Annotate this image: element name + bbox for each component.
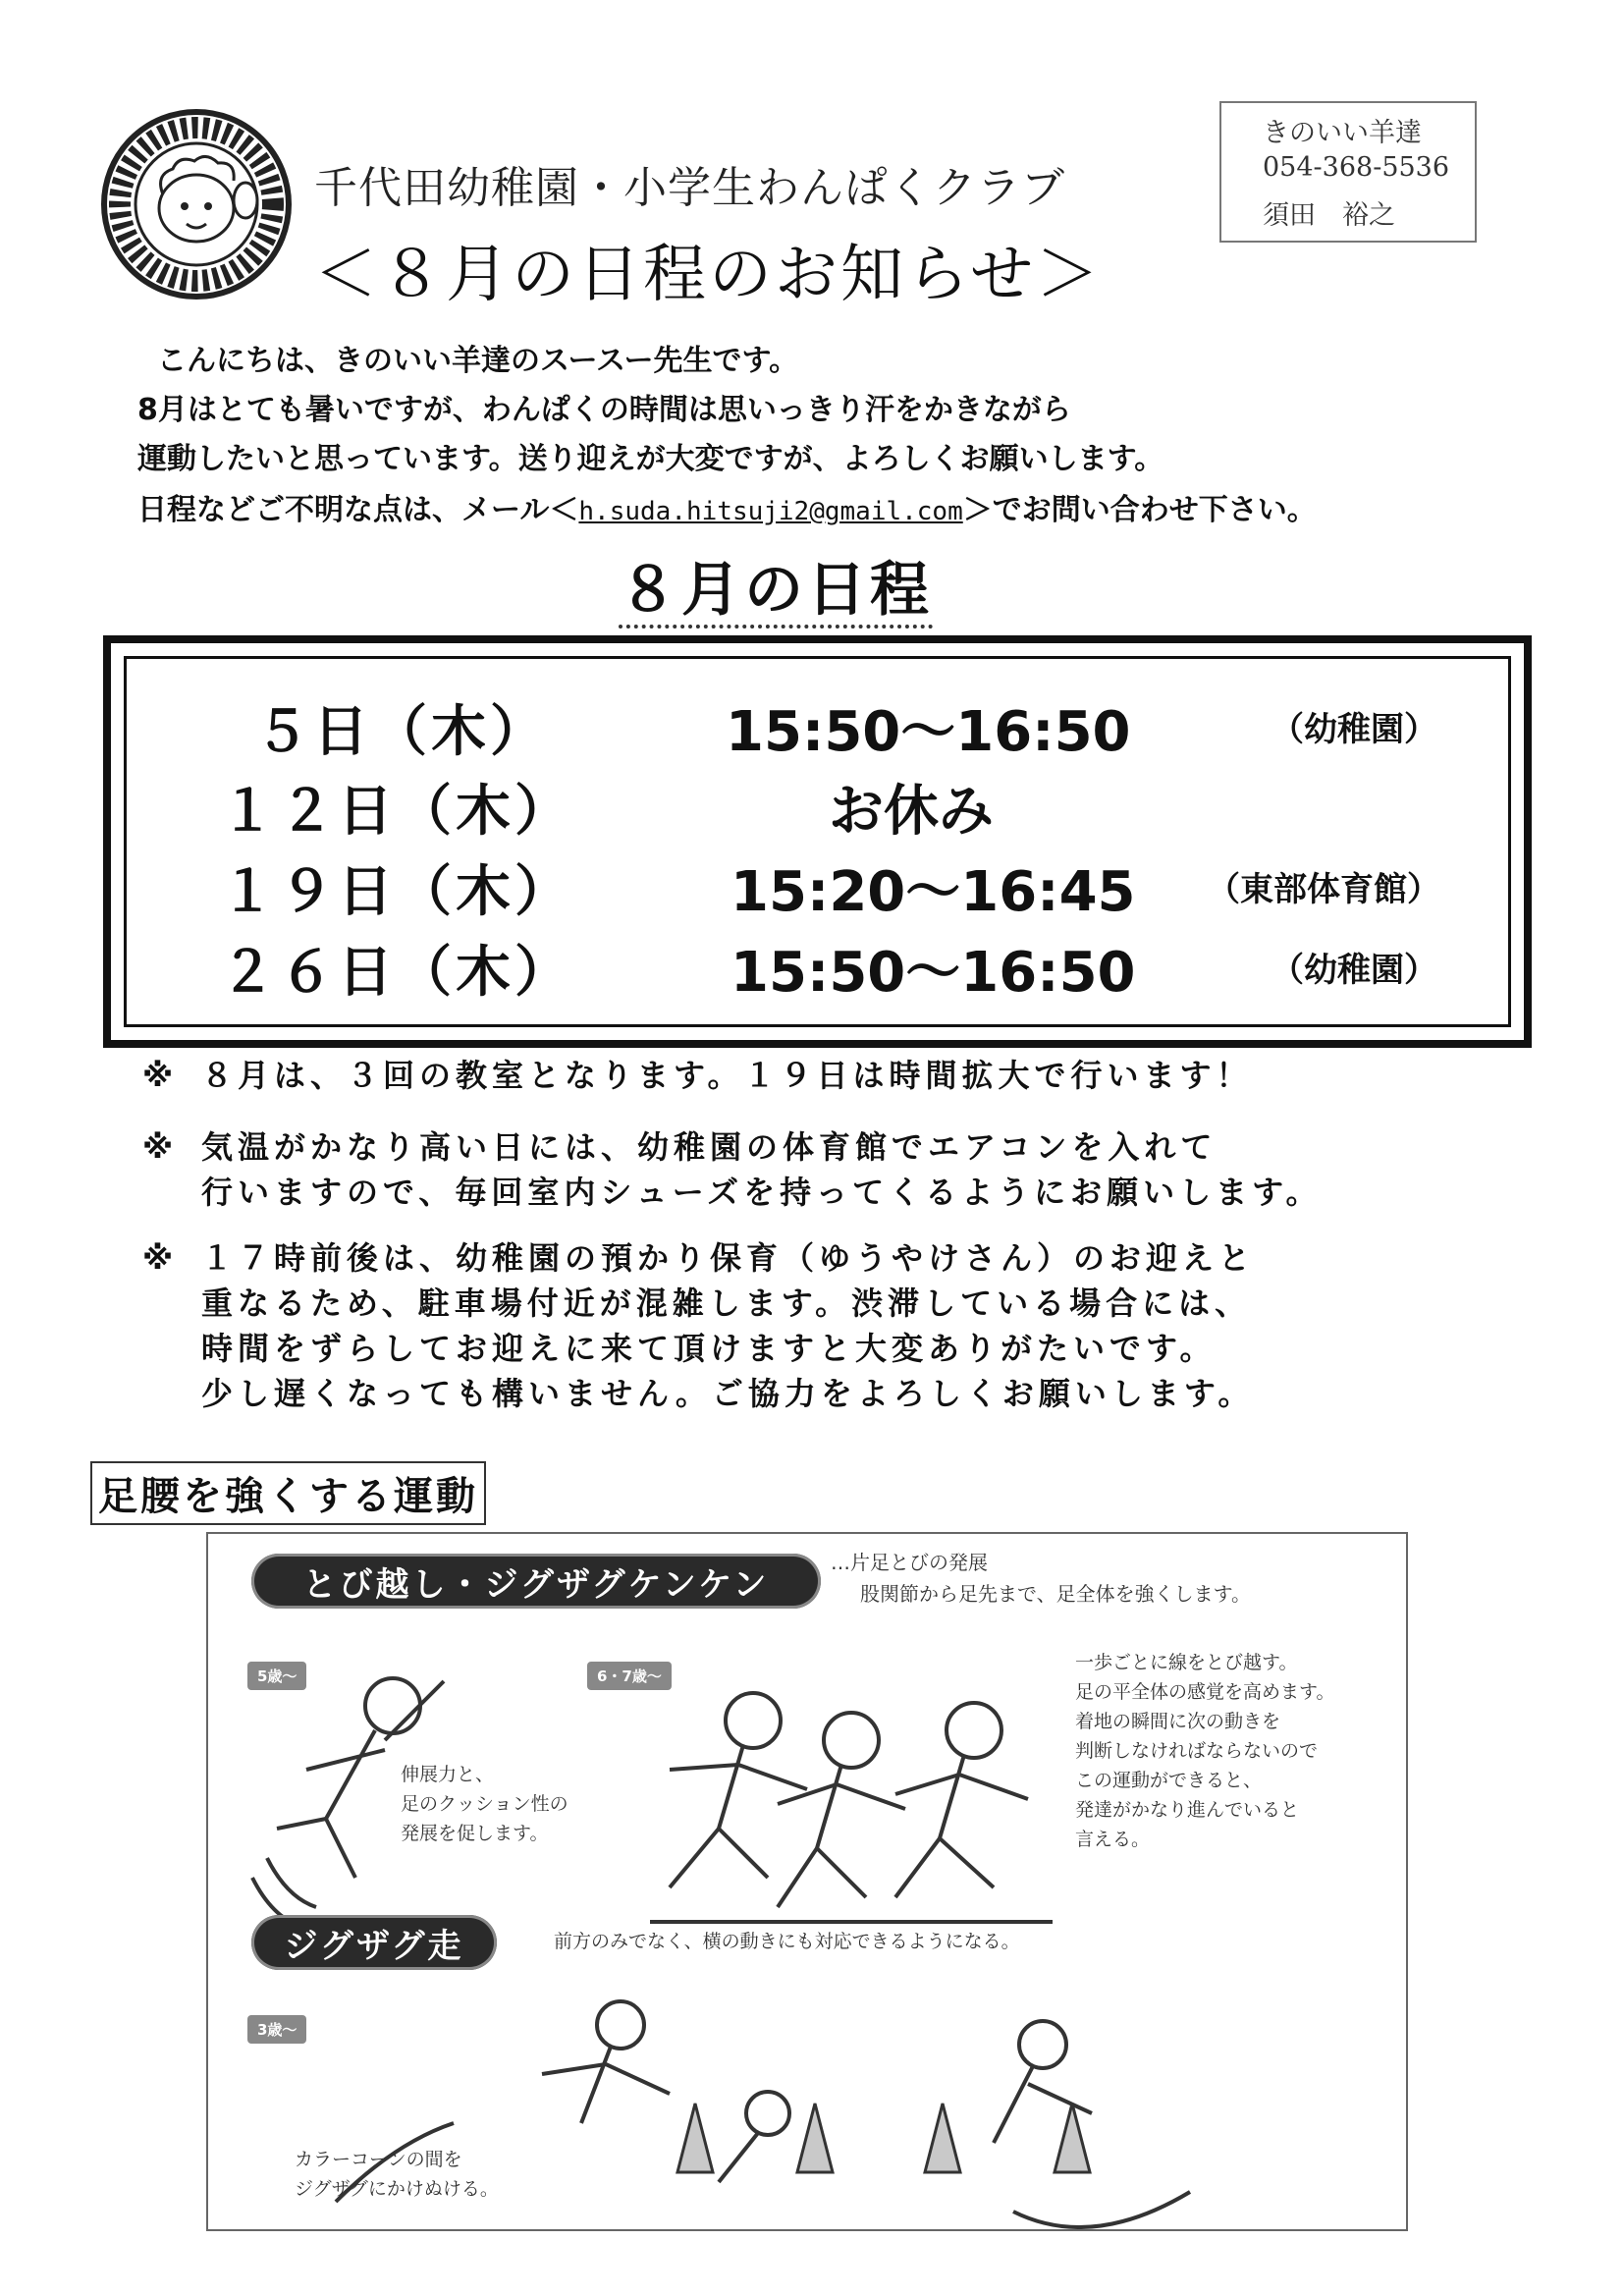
contact-email-link[interactable]: h.suda.hitsuji2@gmail.com xyxy=(578,497,963,526)
contact-org: きのいい羊達 xyxy=(1263,118,1422,148)
intro-line-4 xyxy=(137,485,1317,528)
intro-line-1: こんにちは、きのいい羊達のスースー先生です。 xyxy=(157,344,799,378)
schedule-date-4: ２６日（木） xyxy=(220,941,573,1005)
traffic-cones xyxy=(677,2104,1090,2172)
note-2-line-2: 行いますので、毎回室内シューズを持ってくるようにお願いします。 xyxy=(201,1174,1323,1211)
activity-1-right-line-2: 足の平全体の感覚を高めます。 xyxy=(1075,1681,1335,1703)
section-title: 足腰を強くする運動 xyxy=(90,1461,486,1525)
age-badge-6-7: 6・7歳〜 xyxy=(587,1662,672,1690)
intro-line-4-pre: 日程などご不明な点は、メール＜ xyxy=(137,493,579,527)
intro-line-4-post: ＞でお問い合わせ下さい。 xyxy=(962,493,1317,527)
activity-1-right-line-4: 判断しなければならないので xyxy=(1075,1740,1319,1762)
contact-box xyxy=(1219,101,1477,243)
schedule-date-1: ５日（木） xyxy=(254,700,549,764)
activity-1-title: とび越し・ジグザグケンケン xyxy=(251,1554,821,1609)
intro-line-3: 運動したいと思っています。送り迎えが大変ですが、よろしくお願いします。 xyxy=(137,442,1164,476)
notice-title: ＜８月の日程のお知らせ＞ xyxy=(314,239,1103,311)
activity-2-title: ジグザグ走 xyxy=(251,1915,497,1970)
schedule-time-1: 15:50〜16:50 xyxy=(726,700,1131,764)
schedule-heading: ８月の日程 xyxy=(619,556,933,629)
note-3-line-4: 少し遅くなっても構いません。ご協力をよろしくお願いします。 xyxy=(201,1375,1255,1412)
exercise-illustration xyxy=(206,1532,1408,2231)
note-mark: ※ xyxy=(142,1057,179,1094)
schedule-place-3: （東部体育館） xyxy=(1207,870,1440,909)
note-3-line-2: 重なるため、駐車場付近が混雑します。渋滞している場合には、 xyxy=(201,1285,1252,1322)
club-name: 千代田幼稚園・小学生わんぱくクラブ xyxy=(314,163,1065,213)
activity-1-mid-line-3: 発展を促します。 xyxy=(401,1823,549,1844)
note-3-line-3: 時間をずらしてお迎えに来て頂けますと大変ありがたいです。 xyxy=(201,1330,1217,1367)
schedule-place-1: （幼稚園） xyxy=(1271,710,1437,749)
activity-1-right-line-3: 着地の瞬間に次の動きを xyxy=(1075,1711,1281,1732)
activity-2-caption-line-2: ジグザグにかけぬける。 xyxy=(295,2178,499,2200)
intro-line-2: 8月はとても暑いですが、わんぱくの時間は思いっきり汗をかきながら xyxy=(137,393,1071,427)
activity-2-caption xyxy=(295,2145,499,2204)
activity-2-desc: 前方のみでなく、横の動きにも対応できるようになる。 xyxy=(554,1931,1020,1952)
contact-phone: 054-368-5536 xyxy=(1263,152,1450,183)
figure-drawings xyxy=(208,1534,1406,2229)
activity-2-caption-line-1: カラーコーンの間を xyxy=(295,2149,462,2170)
schedule-box xyxy=(124,656,1511,1027)
activity-1-right-line-5: この運動ができると、 xyxy=(1075,1770,1263,1791)
activity-1-desc: 股関節から足先まで、足全体を強くします。 xyxy=(860,1582,1251,1606)
note-2-line-1: 気温がかなり高い日には、幼稚園の体育館でエアコンを入れて xyxy=(201,1128,1217,1166)
activity-1-right-line-6: 発達がかなり進んでいると xyxy=(1075,1799,1300,1821)
age-badge-3: 3歳〜 xyxy=(247,2015,306,2044)
schedule-place-4: （幼稚園） xyxy=(1271,951,1437,990)
activity-1-right-line-7: 言える。 xyxy=(1075,1829,1151,1850)
age-badge-5: 5歳〜 xyxy=(247,1662,306,1690)
schedule-time-2: お休み xyxy=(829,780,994,844)
note-3 xyxy=(142,1235,1256,1416)
kinoii-hitsuji-logo xyxy=(98,106,295,302)
schedule-time-4: 15:50〜16:50 xyxy=(730,941,1136,1005)
schedule-date-2: １２日（木） xyxy=(220,780,573,844)
note-3-line-1: １７時前後は、幼稚園の預かり保育（ゆうやけさん）のお迎えと xyxy=(201,1239,1256,1277)
schedule-date-3: １９日（木） xyxy=(220,860,573,924)
note-mark: ※ xyxy=(142,1128,179,1166)
note-1-text: ８月は、３回の教室となります。１９日は時間拡大で行います！ xyxy=(201,1057,1253,1094)
note-mark: ※ xyxy=(142,1239,179,1277)
note-1 xyxy=(142,1053,1253,1098)
activity-1-mid-line-2: 足のクッション性の xyxy=(401,1793,568,1815)
hopping-children-figures xyxy=(650,1693,1053,1922)
jumping-child-figure xyxy=(252,1678,444,1946)
note-2 xyxy=(142,1124,1323,1215)
activity-1-right-line-1: 一歩ごとに線をとび越す。 xyxy=(1075,1652,1298,1673)
activity-1-subtitle: …片足とびの発展 xyxy=(831,1551,988,1574)
contact-person: 須田 裕之 xyxy=(1263,200,1395,231)
activity-1-mid-line-1: 伸展力と、 xyxy=(401,1764,495,1785)
schedule-time-3: 15:20〜16:45 xyxy=(730,860,1136,924)
